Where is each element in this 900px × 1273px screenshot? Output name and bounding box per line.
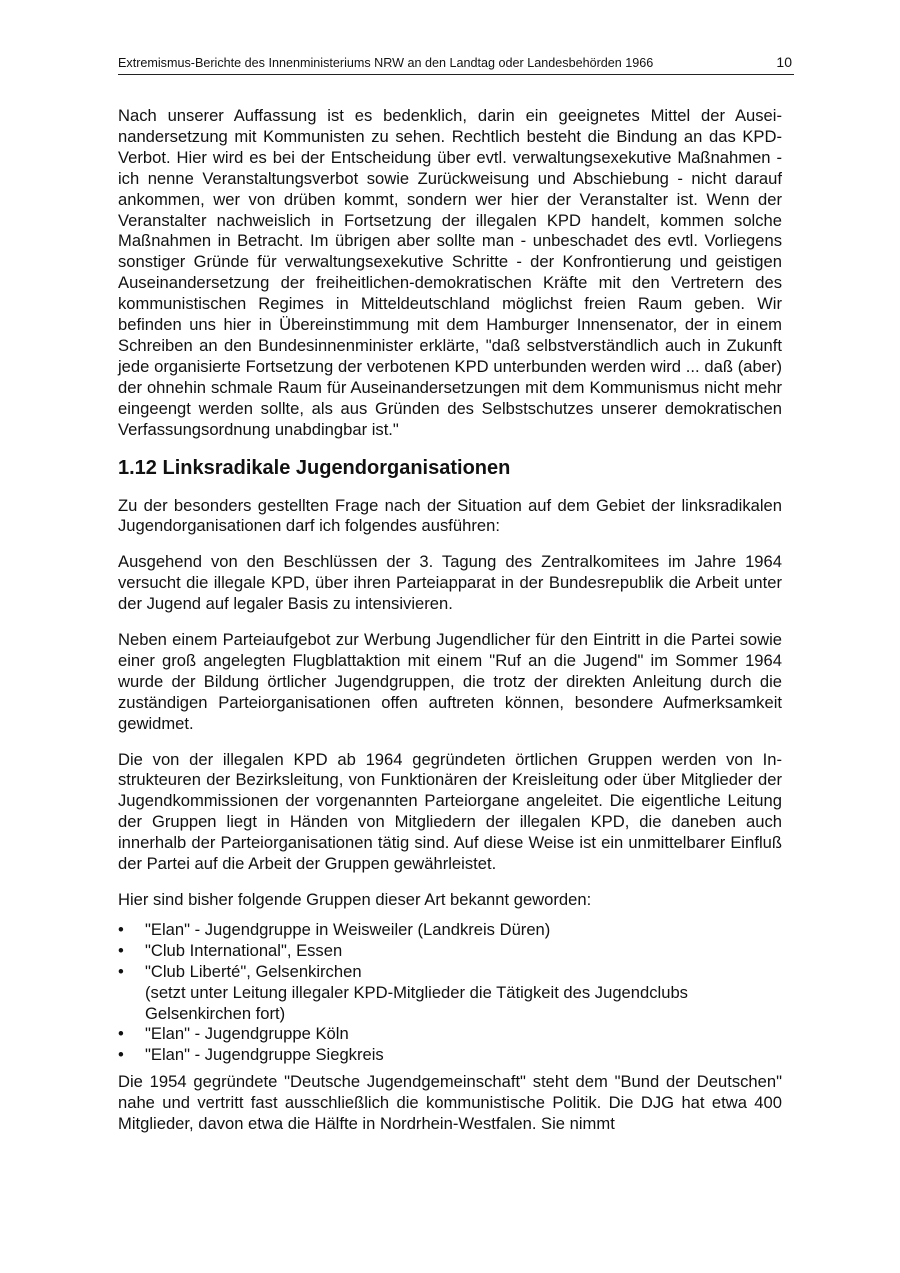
bullet-icon: • [118,940,124,960]
bullet-icon: • [118,1045,124,1065]
header-title: Extremismus-Berichte des Innenministeriums NRW an den Landtag oder Landesbehörden 1966 [118,56,654,70]
list-item [118,920,782,941]
bullet-icon: • [118,919,124,939]
body-paragraph: Die von der illegalen KPD ab 1964 gegründeten örtlichen Gruppen werden von Instrukteuren der Bezirksleitung, von Funktionären der Kreisleitung oder über Mitglieder der Jugendkommissionen der vorgenannten Parteiorgane angeleitet. Die eigentliche Leitung der Gruppen liegt in Händen von Mitgliedern der illegalen KPD, die daneben auch innerhalb der Parteiorganisationen tätig sind. Auf diese Weise ist ein unmittelbarer Einfluß der Partei auf die Arbeit der Gruppen gewährleistet. [118,749,782,874]
page-content [118,106,782,1150]
body-paragraph: Die 1954 gegründete "Deutsche Jugendgemeinschaft" steht dem "Bund der Deutschen" nahe und vertritt fast ausschließlich die kommunistische Politik. Die DJG hat etwa 400 Mitglieder, davon etwa die Hälfte in Nordrhein-Westfalen. Sie nimmt [118,1072,782,1134]
body-paragraph: Nach unserer Auffassung ist es bedenklich, darin ein geeignetes Mittel der Auseinandersetzung mit Kommunisten zu sehen. Rechtlich besteht die Bindung an das KPD-Verbot. Hier wird es bei der Entscheidung über evtl. verwaltungsexekutive Maßnahmen - ich nenne Veranstaltungsverbot sowie Zurückweisung und Abschiebung - nicht darauf ankommen, wer von drüben kommt, sondern wer hier der Veranstalter ist. Wenn der Veranstalter nachweislich in Fortsetzung der illegalen KPD handelt, kommen solche Maßnahmen in Betracht. Im übrigen aber sollte man - unbeschadet des evtl. Vorliegens sonstiger Gründe für verwaltungsexekutive Schritte - der Konfrontierung und geistigen Auseinandersetzung der freiheitlichen-demokratischen Kräfte mit den Vertretern des kommunistischen Regimes in Mitteldeutschland möglichst freien Raum geben. Wir befinden uns hier in Übereinstimmung mit dem Hamburger Innensenator, der in einem Schreiben an den Bundesinnenminister erklärte, "daß selbstverständlich auch in Zukunft jede organisierte Fortsetzung der verbotenen KPD unterbunden werden wird ... daß (aber) der ohnehin schmale Raum für Auseinandersetzungen mit dem Kommunismus nicht mehr eingeengt werden sollte, als aus Gründen des Selbstschutzes unserer demokratischen Verfassungsordnung unabdingbar ist." [118,106,782,439]
page-header [118,54,794,75]
group-list [118,920,782,1066]
group-name: "Elan" - Jugendgruppe Siegkreis [145,1045,384,1065]
group-name: "Elan" - Jugendgruppe Köln [145,1024,349,1044]
page-number: 10 [776,54,792,70]
body-paragraph: Hier sind bisher folgende Gruppen dieser Art bekannt geworden: [118,890,592,909]
list-item [118,962,782,1025]
list-item [118,941,782,962]
list-item [118,1024,782,1045]
group-note: (setzt unter Leitung illegaler KPD-Mitglieder die Tätigkeit des Jugendclubs Gelsenkirchen fort) [145,982,688,1023]
group-name: "Club International", Essen [145,940,343,960]
section-heading: 1.12 Linksradikale Jugendorganisationen [118,456,511,479]
bullet-icon: • [118,1024,124,1044]
body-paragraph: Ausgehend von den Beschlüssen der 3. Tagung des Zentralkomitees im Jahre 1964 versucht die illegale KPD, über ihren Parteiapparat in der Bundesrepublik die Arbeit unter der Jugend auf legaler Basis zu intensivieren. [118,552,782,614]
body-paragraph: Zu der besonders gestellten Frage nach der Situation auf dem Gebiet der linksradikalen Jugendorganisationen darf ich folgendes ausführen: [118,495,782,536]
body-paragraph: Neben einem Parteiaufgebot zur Werbung Jugendlicher für den Eintritt in die Partei sowie einer groß angelegten Flugblattaktion mit einem "Ruf an die Jugend" im Sommer 1964 wurde der Bildung örtlicher Jugendgruppen, die trotz der direkten Anleitung durch die zuständigen Parteiorganisationen offen auftreten können, besondere Aufmerksamkeit gewidmet. [118,630,782,733]
group-name: "Elan" - Jugendgruppe in Weisweiler (Landkreis Düren) [145,919,551,939]
list-item [118,1045,782,1066]
bullet-icon: • [118,961,124,981]
group-name: "Club Liberté", Gelsenkirchen [145,961,362,981]
